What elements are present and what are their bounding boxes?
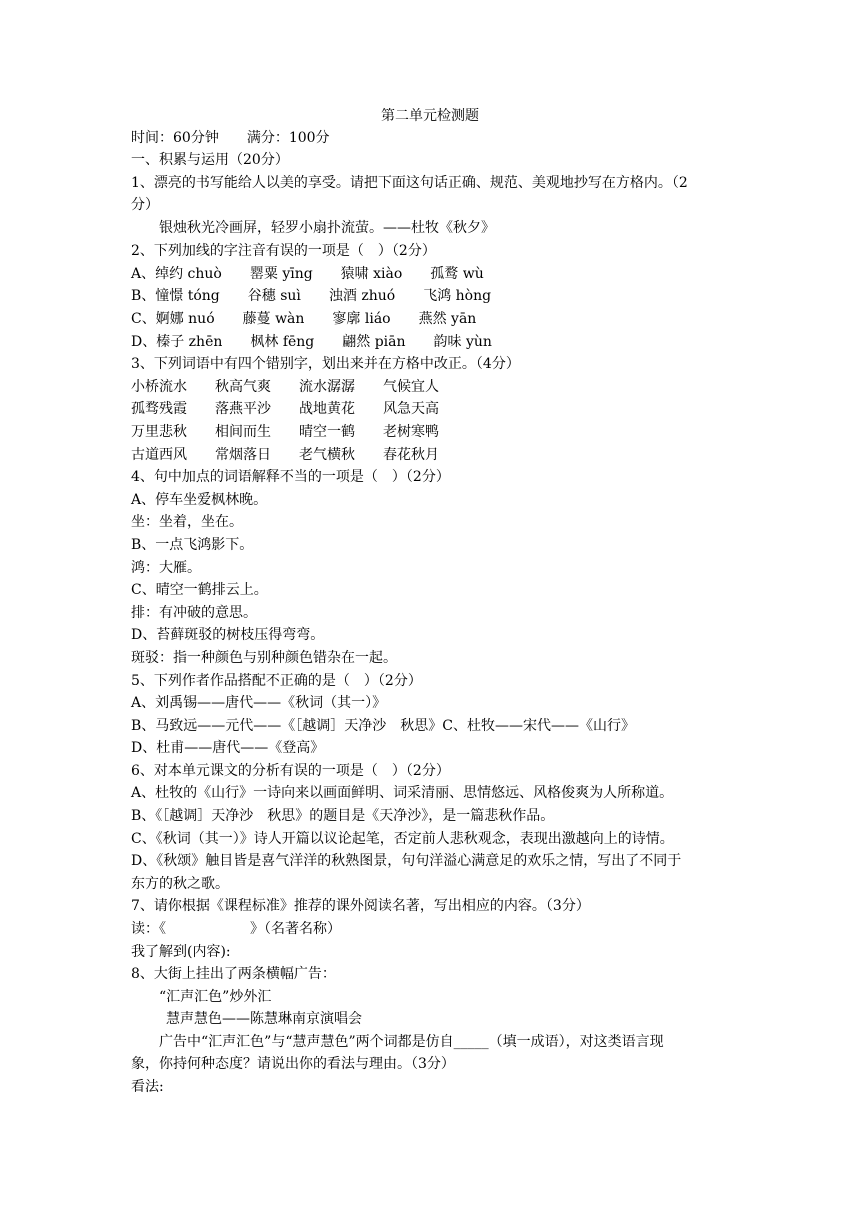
question-1-stem: 1、漂亮的书写能给人以美的享受。请把下面这句话正确、规范、美观地抄写在方格内。（2 [131,175,688,191]
page-title: 第二单元检测题 [381,108,479,124]
question-8-paragraph[interactable]: 广告中“汇声汇色”与“慧声慧色”两个词都是仿自_____（填一成语），对这类语言现 [159,1034,664,1050]
question-6-line: A、杜牧的《山行》一诗向来以画面鲜明、词采清丽、思情悠远、风格俊爽为人所称道。 [131,785,674,801]
question-5-line: A、刘禹锡——唐代——《秋词（其一）》 [131,695,387,711]
question-4-line: 排：有冲破的意思。 [131,605,257,621]
question-5-line: D、杜甫——唐代——《登高》 [131,740,325,756]
question-4-stem: 4、句中加点的词语解释不当的一项是（ ）（2分） [131,469,450,485]
question-3-stem: 3、下列词语中有四个错别字，划出来并在方格中改正。（4分） [131,356,520,372]
question-1-stem-cont: 分） [131,197,159,213]
question-5-line: B、马致远——元代——《［越调］天净沙 秋思》C、杜牧——宋代——《山行》 [131,718,635,734]
question-6-line: B、《［越调］天净沙 秋思》的题目是《天净沙》，是一篇悲秋作品。 [131,808,555,824]
question-4-line: 坐：坐着，坐在。 [131,514,243,530]
question-7-stem: 7、请你根据《课程标准》推荐的课外阅读名著，写出相应的内容。（3分） [131,898,590,914]
question-4-line: C、晴空一鹤排云上。 [131,582,268,598]
question-8-view-blank[interactable]: 看法: [131,1079,164,1095]
question-4-line: 鸿：大雁。 [131,560,201,576]
question-8-ad: “汇声汇色”炒外汇 [159,989,272,1005]
question-1-quote: 银烛秋光冷画屏，轻罗小扇扑流萤。——杜牧《秋夕》 [159,220,495,236]
exam-meta: 时间：60分钟 满分：100分 [131,130,330,146]
question-3-row: 古道西风 常烟落日 老气横秋 春花秋月 [131,447,439,463]
question-3-row: 万里悲秋 相间而生 晴空一鹤 老树寒鸭 [131,424,439,440]
question-8-paragraph-cont: 象，你持何种态度？请说出你的看法与理由。（3分） [131,1056,455,1072]
question-4-line: D、苔藓斑驳的树枝压得弯弯。 [131,627,325,643]
question-2-option: D、榛子 zhēn 枫林 fēng 翩然 piān 韵味 yùn [131,334,492,350]
question-4-line: 斑驳：指一种颜色与别种颜色错杂在一起。 [131,650,397,666]
question-6-line: D、《秋颂》触目皆是喜气洋洋的秋熟图景，句句洋溢心满意足的欢乐之情，写出了不同于 [131,853,682,869]
question-4-line: A、停车坐爱枫林晚。 [131,492,268,508]
question-7-content-blank[interactable]: 我了解到(内容): [131,944,231,960]
question-2-option: C、婀娜 nuó 藤蔓 wàn 寥廓 liáo 燕然 yān [131,311,477,327]
question-2-option: B、憧憬 tóng 谷穗 suì 浊酒 zhuó 飞鸿 hòng [131,288,492,304]
question-4-line: B、一点飞鸿影下。 [131,537,254,553]
question-8-stem: 8、大街上挂出了两条横幅广告： [131,966,336,982]
question-2-stem: 2、下列加线的字注音有误的一项是（ ）（2分） [131,243,436,259]
question-6-stem: 6、对本单元课文的分析有误的一项是（ ）（2分） [131,763,450,779]
question-5-stem: 5、下列作者作品搭配不正确的是（ ）（2分） [131,673,422,689]
question-3-row: 小桥流水 秋高气爽 流水潺潺 气候宜人 [131,379,439,395]
question-8-ad: 慧声慧色——陈慧琳南京演唱会 [166,1011,362,1027]
question-2-option: A、绰约 chuò 罂粟 yīng 猿啸 xiào 孤鹜 wù [131,266,484,282]
question-6-line: 东方的秋之歌。 [131,876,229,892]
question-6-line: C、《秋词（其一）》诗人开篇以议论起笔，否定前人悲秋观念，表现出激越向上的诗情。 [131,831,674,847]
question-3-row: 孤骛残霞 落燕平沙 战地黄花 风急天高 [131,401,439,417]
question-7-book-blank[interactable]: 读：《 》（名著名称） [131,921,341,937]
section-heading: 一、积累与运用（20分） [131,152,289,168]
